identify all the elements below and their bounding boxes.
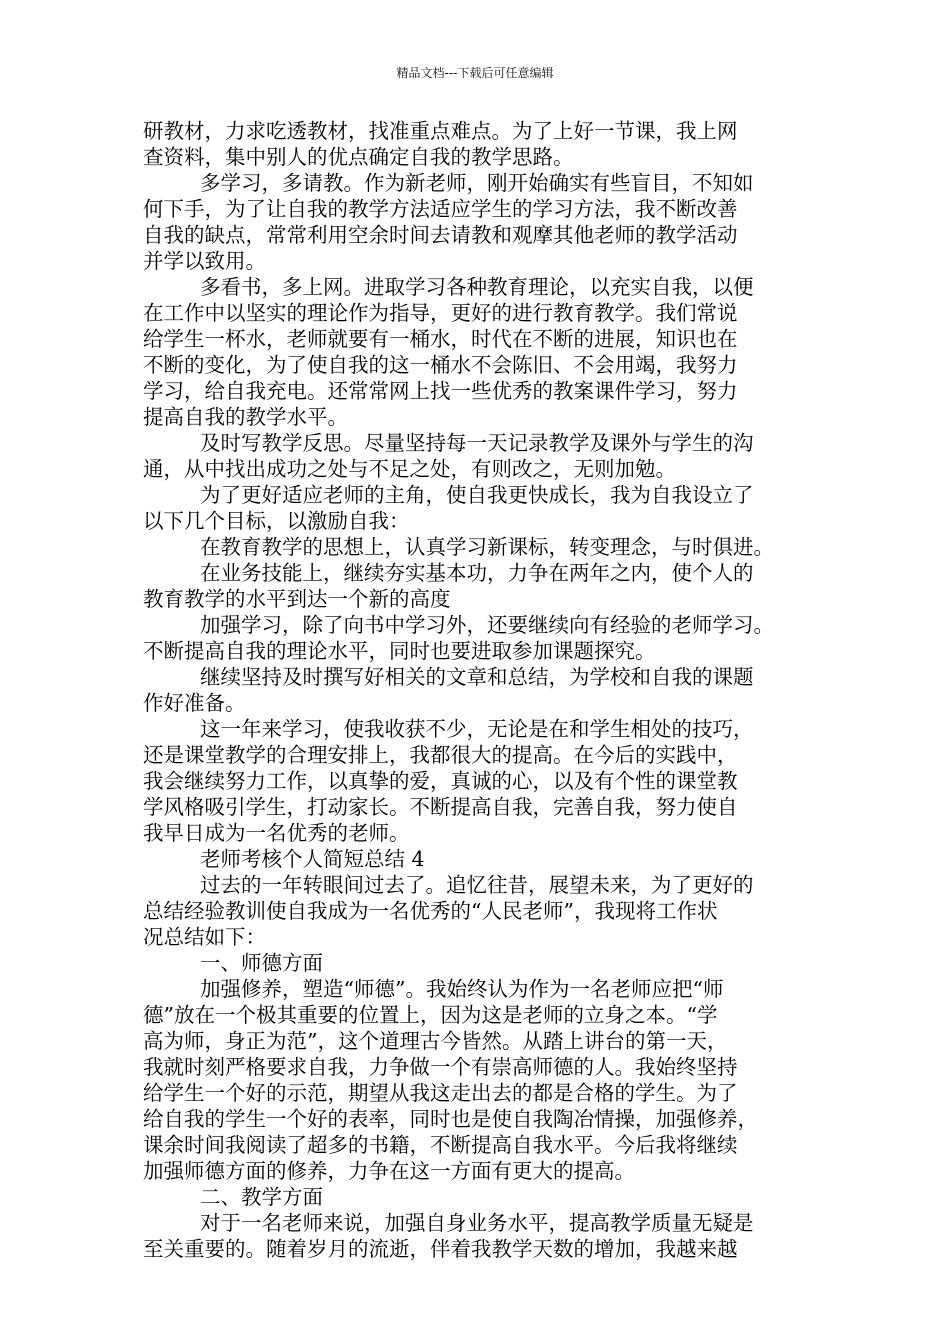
text-line: 高为师，身正为范”，这个道理古今皆然。从踏上讲台的第一天， xyxy=(143,1029,728,1053)
text-line: 教育教学的水平到达一个新的高度 xyxy=(143,587,451,611)
text-line: 通，从中找出成功之处与不足之处，有则改之，无则加勉。 xyxy=(143,457,676,481)
text-line: 给自我的学生一个好的表率，同时也是使自我陶冶情操，加强修养， xyxy=(143,1107,758,1131)
text-line: 在教育教学的思想上，认真学习新课标，转变理念，与时俱进。 xyxy=(200,535,774,559)
text-line: 自我的缺点，常常利用空余时间去请教和观摩其他老师的教学活动 xyxy=(143,223,738,247)
text-line: 多看书，多上网。进取学习各种教育理论，以充实自我，以便 xyxy=(200,275,754,299)
text-line: 学风格吸引学生，打动家长。不断提高自我，完善自我，努力使自 xyxy=(143,795,738,819)
text-line: 加强修养，塑造“师德”。我始终认为作为一名老师应把“师 xyxy=(200,977,724,1001)
text-line: 况总结如下： xyxy=(143,925,266,949)
text-line: 我就时刻严格要求自我，力争做一个有崇高师德的人。我始终坚持 xyxy=(143,1055,738,1079)
text-line: 课余时间我阅读了超多的书籍，不断提高自我水平。今后我将继续 xyxy=(143,1133,738,1157)
text-line: 何下手，为了让自我的教学方法适应学生的学习方法，我不断改善 xyxy=(143,197,738,221)
text-line: 并学以致用。 xyxy=(143,249,266,273)
text-line: 二、教学方面 xyxy=(200,1185,323,1209)
text-line: 研教材，力求吃透教材，找准重点难点。为了上好一节课，我上网 xyxy=(143,119,738,143)
text-line: 给学生一个好的示范，期望从我这走出去的都是合格的学生。为了 xyxy=(143,1081,738,1105)
text-line: 给学生一杯水，老师就要有一桶水，时代在不断的进展，知识也在 xyxy=(143,327,738,351)
document-body xyxy=(143,118,815,1262)
text-line: 至关重要的。随着岁月的流逝，伴着我教学天数的增加，我越来越 xyxy=(143,1237,738,1261)
text-line: 为了更好适应老师的主角，使自我更快成长，我为自我设立了 xyxy=(200,483,754,507)
text-line: 继续坚持及时撰写好相关的文章和总结，为学校和自我的课题 xyxy=(200,665,754,689)
text-line: 德”放在一个极其重要的位置上，因为这是老师的立身之本。“学 xyxy=(143,1003,718,1027)
text-line: 我早日成为一名优秀的老师。 xyxy=(143,821,410,845)
text-line: 作好准备。 xyxy=(143,691,246,715)
text-line: 不断的变化，为了使自我的这一桶水不会陈旧、不会用竭，我努力 xyxy=(143,353,738,377)
text-line: 加强学习，除了向书中学习外，还要继续向有经验的老师学习。 xyxy=(200,613,774,637)
text-line: 查资料，集中别人的优点确定自我的教学思路。 xyxy=(143,145,574,169)
text-line: 学习，给自我充电。还常常网上找一些优秀的教案课件学习，努力 xyxy=(143,379,738,403)
text-line: 老师考核个人简短总结 4 xyxy=(200,847,425,871)
text-line: 及时写教学反思。尽量坚持每一天记录教学及课外与学生的沟 xyxy=(200,431,754,455)
text-line: 提高自我的教学水平。 xyxy=(143,405,348,429)
text-line: 在工作中以坚实的理论作为指导，更好的进行教育教学。我们常说 xyxy=(143,301,738,325)
page-header: 精品文档---下载后可任意编辑 xyxy=(396,66,554,80)
text-line: 对于一名老师来说，加强自身业务水平，提高教学质量无疑是 xyxy=(200,1211,754,1235)
text-line: 总结经验教训使自我成为一名优秀的“人民老师”，我现将工作状 xyxy=(143,899,718,923)
text-line: 不断提高自我的理论水平，同时也要进取参加课题探究。 xyxy=(143,639,656,663)
text-line: 一、师德方面 xyxy=(200,951,323,975)
text-line: 还是课堂教学的合理安排上，我都很大的提高。在今后的实践中， xyxy=(143,743,738,767)
text-line: 这一年来学习，使我收获不少，无论是在和学生相处的技巧， xyxy=(200,717,754,741)
text-line: 在业务技能上，继续夯实基本功，力争在两年之内，使个人的 xyxy=(200,561,754,585)
text-line: 多学习，多请教。作为新老师，刚开始确实有些盲目，不知如 xyxy=(200,171,754,195)
text-line: 过去的一年转眼间过去了。追忆往昔，展望未来，为了更好的 xyxy=(200,873,754,897)
text-line: 以下几个目标，以激励自我： xyxy=(143,509,410,533)
text-line: 我会继续努力工作，以真挚的爱，真诚的心，以及有个性的课堂教 xyxy=(143,769,738,793)
text-line: 加强师德方面的修养，力争在这一方面有更大的提高。 xyxy=(143,1159,635,1183)
